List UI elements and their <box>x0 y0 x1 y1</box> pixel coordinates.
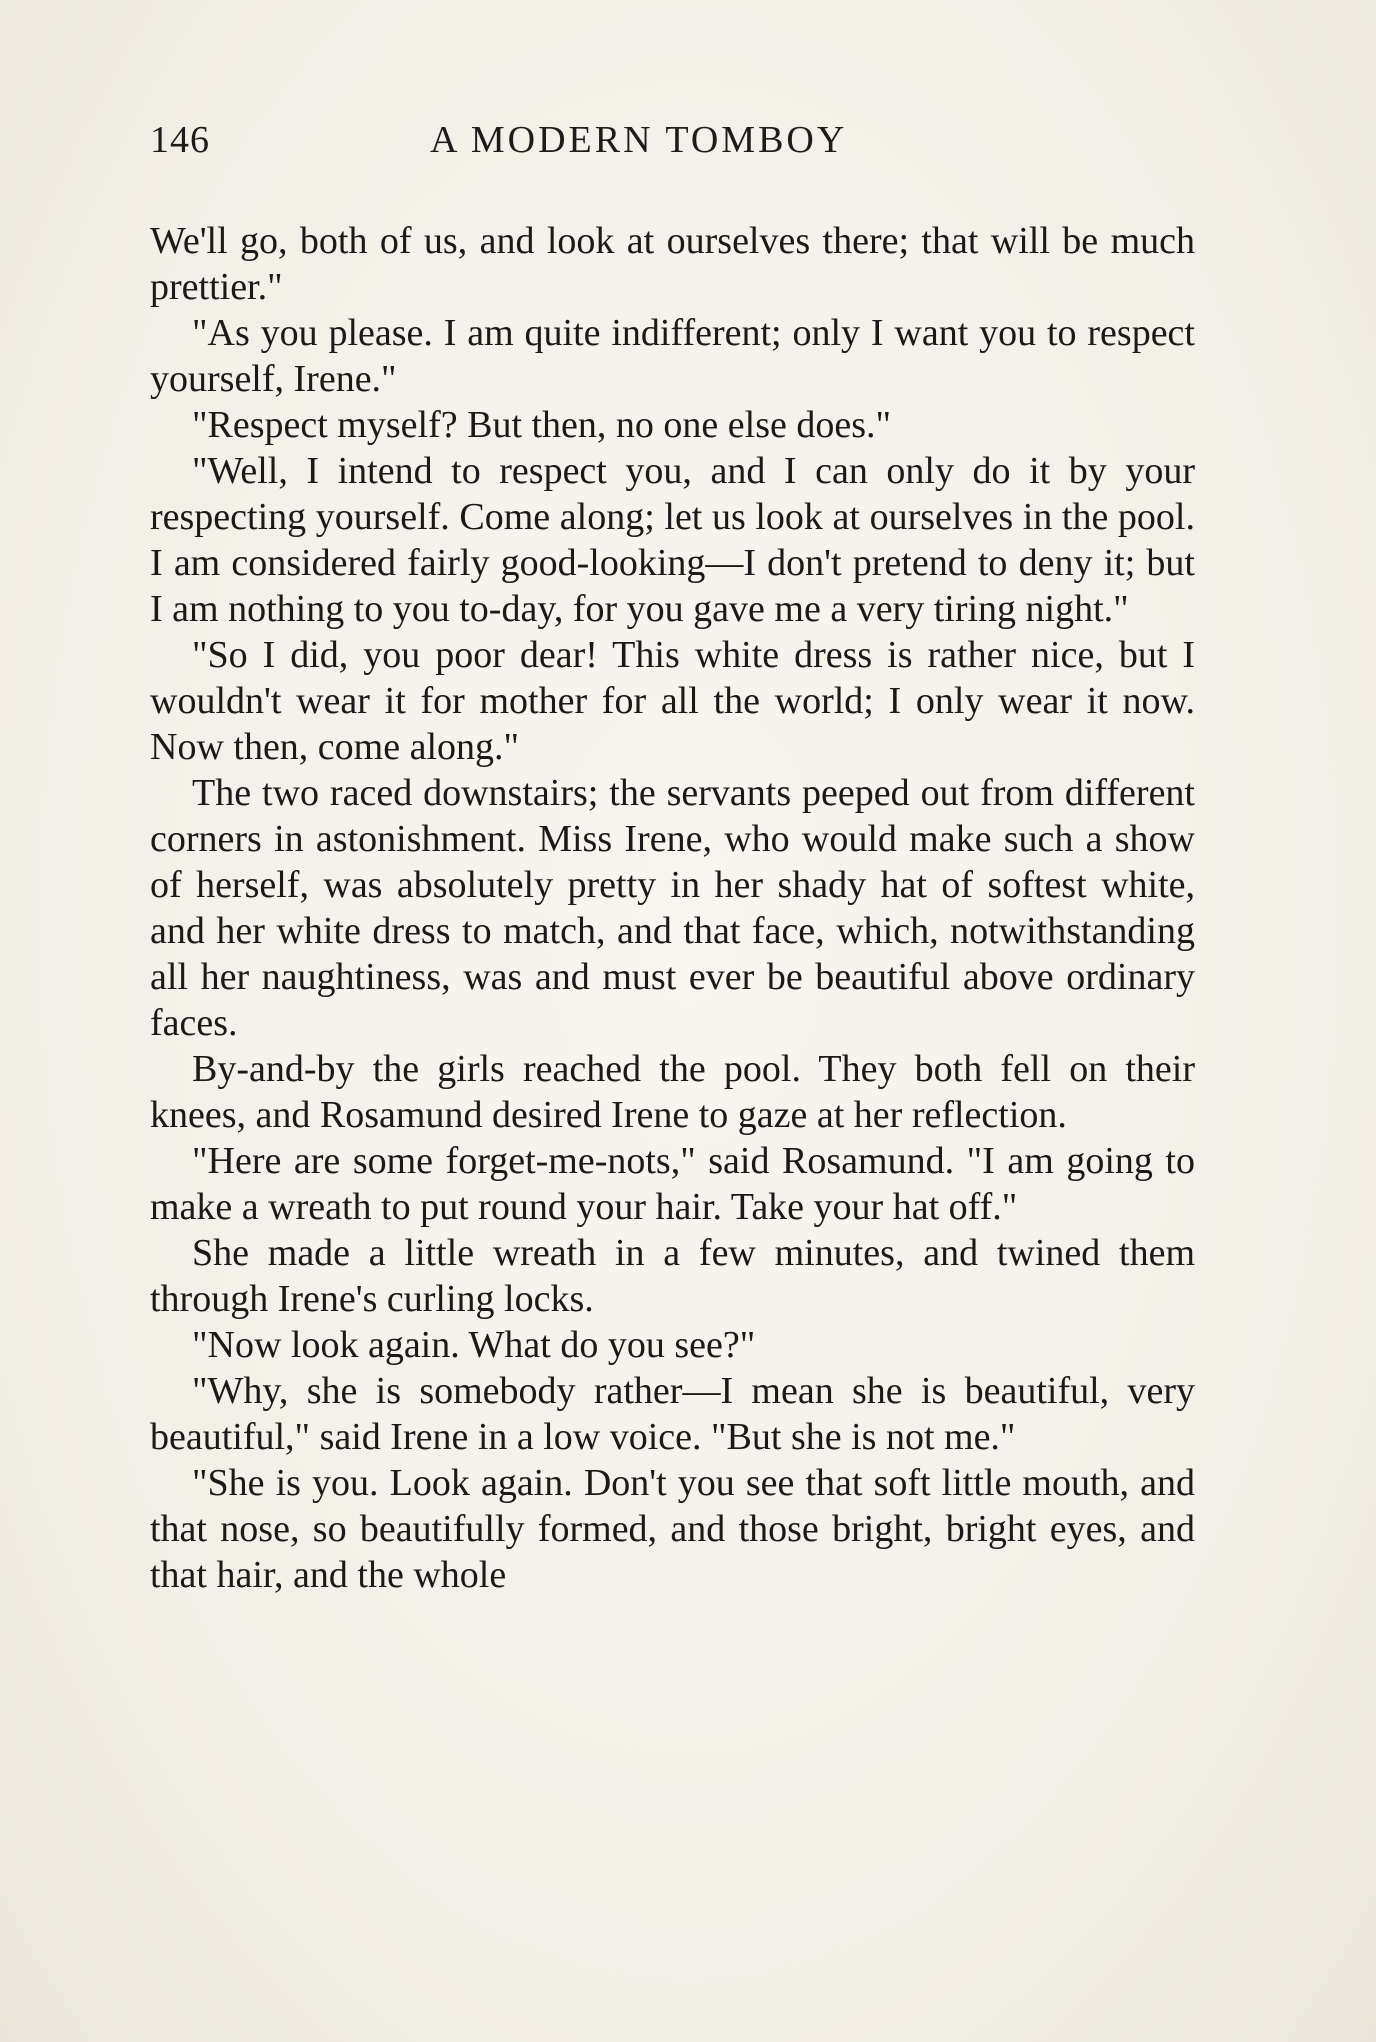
paragraph: "Now look again. What do you see?" <box>192 1324 756 1366</box>
body-text <box>150 218 1195 1598</box>
paragraph: "Here are some forget-me-nots," said Rosamund. "I am going to make a wreath to put round your hair. Take your hat off." <box>150 1140 1195 1228</box>
paragraph: "As you please. I am quite indifferent; only I want you to respect yourself, Irene." <box>150 312 1195 400</box>
paragraph: "Well, I intend to respect you, and I can only do it by your respecting yourself. Come along; let us look at ourselves in the pool. I am considered fairly good-looking—I don't pretend to deny it; but I am nothing to you to-day, for you gave me a very tiring night." <box>150 450 1195 630</box>
page-number: 146 <box>150 119 210 161</box>
paragraph: By-and-by the girls reached the pool. They both fell on their knees, and Rosamund desired Irene to gaze at her reflection. <box>150 1048 1195 1136</box>
page-header <box>150 118 1195 168</box>
paragraph: She made a little wreath in a few minutes, and twined them through Irene's curling locks. <box>150 1232 1195 1320</box>
running-title: A MODERN TOMBOY <box>430 119 848 161</box>
paragraph: "So I did, you poor dear! This white dress is rather nice, but I wouldn't wear it for mother for all the world; I only wear it now. Now then, come along." <box>150 634 1195 768</box>
paragraph: "Why, she is somebody rather—I mean she is beautiful, very beautiful," said Irene in a low voice. "But she is not me." <box>150 1370 1195 1458</box>
paragraph: We'll go, both of us, and look at ourselves there; that will be much prettier." <box>150 220 1195 308</box>
paragraph: The two raced downstairs; the servants peeped out from different corners in astonishment. Miss Irene, who would make such a show of herself, was absolutely pretty in her shady hat of softest white, and her white dress to match, and that face, which, notwithstanding all her naughtiness, was and must ever be beautiful above ordinary faces. <box>150 772 1195 1044</box>
paragraph: "Respect myself? But then, no one else does." <box>192 404 892 446</box>
paragraph: "She is you. Look again. Don't you see that soft little mouth, and that nose, so beautifully formed, and those bright, bright eyes, and that hair, and the whole <box>150 1462 1195 1596</box>
